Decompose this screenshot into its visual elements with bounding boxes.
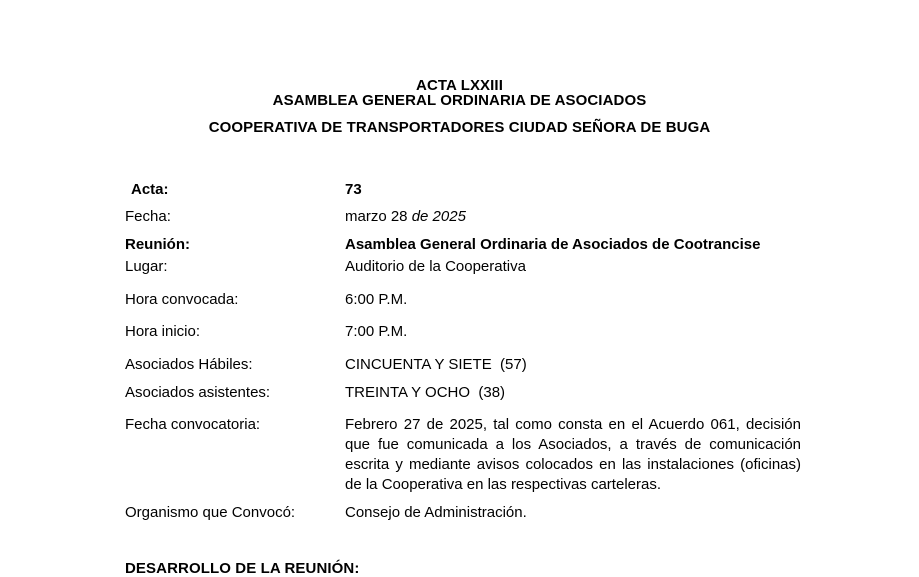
document-header [0, 0, 919, 135]
asociados-habiles-label: Asociados Hábiles: [125, 356, 253, 373]
hora-inicio-value: 7:00 P.M. [345, 323, 408, 340]
organismo-value: Consejo de Administración. [345, 504, 527, 521]
fecha-value-italic: de 2025 [411, 208, 466, 225]
asociados-asistentes-value: TREINTA Y OCHO (38) [345, 384, 506, 401]
lugar-label: Lugar: [125, 258, 168, 275]
field-row-hora-convocada [125, 289, 801, 311]
asociados-habiles-value: CINCUENTA Y SIETE (57) [345, 356, 527, 373]
field-row-hora-inicio [125, 321, 801, 343]
reunion-value: Asamblea General Ordinaria de Asociados de Cootrancise [345, 236, 761, 253]
field-row-lugar [125, 256, 801, 278]
lugar-value: Auditorio de la Cooperativa [345, 258, 526, 275]
hora-convocada-value: 6:00 P.M. [345, 291, 408, 308]
reunion-label: Reunión: [125, 236, 190, 253]
field-row-fecha [125, 206, 801, 228]
fecha-value [345, 206, 801, 228]
fecha-value-regular: marzo 28 [345, 208, 412, 225]
cooperative-name-title: COOPERATIVA DE TRANSPORTADORES CIUDAD SEÑORA DE BUGA [208, 119, 711, 136]
fecha-convocatoria-value: Febrero 27 de 2025, tal como consta en el Acuerdo 061, decisión que fue comunicada a los Asociados, a través de comunicación escrita y mediante avisos colocados en las instalaciones (oficinas) de la Cooperativa en las respectivas carteleras. [345, 416, 801, 493]
field-table [125, 179, 801, 577]
field-row-organismo [125, 502, 801, 524]
asociados-asistentes-label: Asociados asistentes: [125, 384, 271, 401]
acta-number-title: ACTA LXXIII [416, 77, 503, 94]
acta-label: Acta: [131, 181, 169, 198]
field-row-asociados-asistentes [125, 382, 801, 404]
fecha-label: Fecha: [125, 208, 171, 225]
hora-convocada-label: Hora convocada: [125, 291, 239, 308]
organismo-label: Organismo que Convocó: [125, 504, 296, 521]
fecha-convocatoria-label: Fecha convocatoria: [125, 416, 261, 433]
acta-value: 73 [345, 181, 362, 198]
assembly-title: ASAMBLEA GENERAL ORDINARIA DE ASOCIADOS [272, 92, 647, 109]
section-heading-desarrollo: DESARROLLO DE LA REUNIÓN: [125, 560, 360, 577]
field-row-fecha-convocatoria [125, 414, 801, 495]
field-row-reunion [125, 234, 801, 256]
field-row-acta [125, 179, 801, 201]
hora-inicio-label: Hora inicio: [125, 323, 201, 340]
field-row-asociados-habiles [125, 354, 801, 376]
